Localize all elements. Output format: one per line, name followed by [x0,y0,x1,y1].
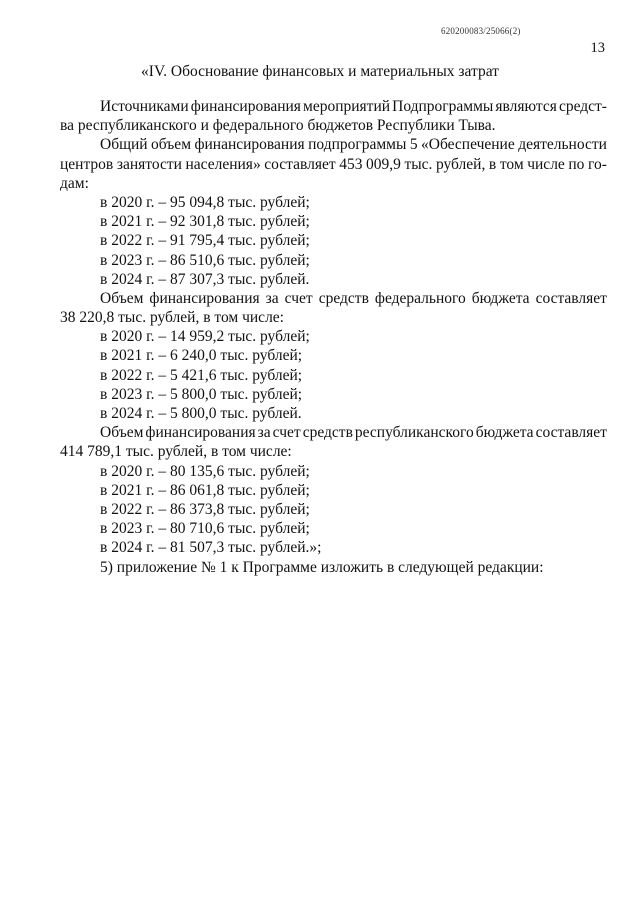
text-line: в 2023 г. – 86 510,6 тыс. рублей; [100,251,310,269]
word: мероприятий [303,98,391,115]
word: средств [318,289,369,307]
text-line: в 2023 г. – 5 800,0 тыс. рублей; [100,385,303,403]
word: финансирования [145,424,256,442]
word: средств [302,424,353,442]
text-line: в 2024 г. – 87 307,3 тыс. рублей. [100,270,310,288]
text-line [60,289,607,308]
word: в [488,155,497,173]
word: Подпрограммы [392,98,494,115]
word: счет [272,424,301,442]
text-line: в 2023 г. – 80 710,6 тыс. рублей; [100,520,310,538]
text-line: в 2024 г. – 81 507,3 тыс. рублей.»; [100,539,322,557]
word: занятости [116,155,182,173]
document-code: 620200083/25066(2) [441,26,521,36]
text-line: в 2020 г. – 95 094,8 тыс. рублей; [100,193,310,211]
text-line: в 2020 г. – 80 135,6 тыс. рублей; [100,462,310,480]
text-line: в 2022 г. – 5 421,6 тыс. рублей; [100,366,303,384]
word: Общий [100,136,148,154]
word: за [265,289,279,307]
text-line: в 2024 г. – 5 800,0 тыс. рублей. [100,405,302,422]
word: рублей, [435,155,486,173]
word: Объем [100,289,144,307]
word: финансирования [190,98,301,115]
word: финансирования [149,289,260,307]
text-line: в 2021 г. – 92 301,8 тыс. рублей; [100,213,310,231]
word: центров [60,155,114,173]
word: населения» [185,155,261,173]
word: подпрограммы [308,136,407,154]
word: «Обеспечение [421,136,515,154]
word: 5 [409,136,418,154]
word: составляет [535,424,607,442]
word: являются [495,98,557,115]
word: 453 [339,155,363,173]
text-line: в 2020 г. – 14 959,2 тыс. рублей; [100,328,310,346]
text-line [60,155,607,174]
word: составляет [264,155,336,173]
section-title: «IV. Обоснование финансовых и материальных затрат [141,63,499,80]
text-line: 38 220,8 тыс. рублей, в том числе: [60,309,284,327]
word: по [568,155,585,173]
text-line: в 2022 г. – 86 373,8 тыс. рублей; [100,500,310,518]
word: бюджета [475,424,534,442]
word: за [257,424,271,442]
text-line [60,135,607,154]
word: составляет [535,289,607,307]
text-line: в 2022 г. – 91 795,4 тыс. рублей; [100,232,310,250]
word: финансирования [194,136,305,154]
word: числе [527,155,565,173]
word: тыс. [404,155,433,173]
text-line: ва республиканского и федерального бюджетов Республики Тыва. [60,117,496,135]
text-line: в 2021 г. – 86 061,8 тыс. рублей; [100,481,310,499]
word: счет [284,289,313,307]
text-line: 414 789,1 тыс. рублей, в том числе: [60,443,292,461]
word: объем [151,136,192,154]
text-line: в 2021 г. – 6 240,0 тыс. рублей; [100,347,303,365]
word: го- [587,155,607,173]
document-body [60,97,607,577]
word: деятельности [518,136,607,154]
word: том [499,155,524,173]
word: 009,9 [366,155,401,173]
text-line: 5) приложение № 1 к Программе изложить в следующей редакции: [100,558,544,576]
word: бюджета [471,289,530,307]
page-number: 13 [590,40,605,56]
word: федерального [374,289,466,307]
text-line: дам: [60,174,89,192]
word: средст- [558,98,607,115]
word: республиканского [354,424,474,442]
text-line [60,97,607,116]
word: Источниками [100,98,189,115]
word: Объем [100,424,144,442]
text-line [60,423,607,442]
